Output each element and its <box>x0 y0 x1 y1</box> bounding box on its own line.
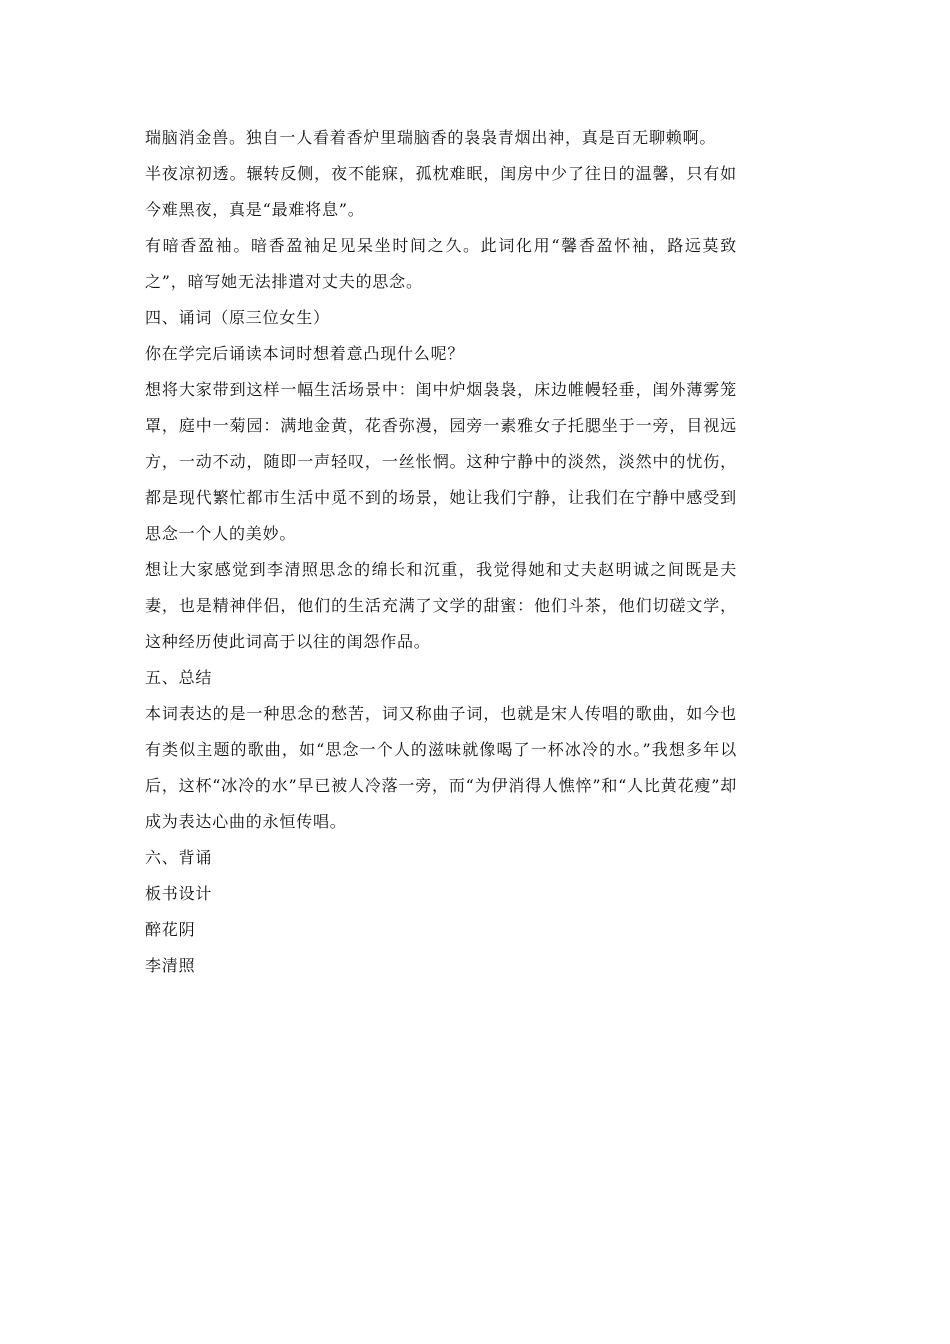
section-heading: 五、总结 <box>145 668 213 687</box>
poem-title: 醉花阴 <box>145 920 196 939</box>
document-body <box>145 120 737 984</box>
paragraph: 有暗香盈袖。暗香盈袖足见呆坐时间之久。此词化用“馨香盈怀袖，路远莫致之”，暗写她无法排遣对丈夫的思念。 <box>145 236 737 291</box>
section-heading: 六、背诵 <box>145 848 213 867</box>
paragraph: 想让大家感觉到李清照思念的绵长和沉重，我觉得她和丈夫赵明诚之间既是夫妻，也是精神伴侣，他们的生活充满了文学的甜蜜：他们斗茶，他们切磋文学，这种经历使此词高于以往的闺怨作品。 <box>145 560 737 651</box>
board-design-label: 板书设计 <box>145 884 213 903</box>
paragraph: 半夜凉初透。辗转反侧，夜不能寐，孤枕难眠，闺房中少了往日的温馨，只有如今难黑夜，真是“最难将息”。 <box>145 164 737 219</box>
paragraph: 你在学完后诵读本词时想着意凸现什么呢？ <box>145 344 465 363</box>
paragraph: 想将大家带到这样一幅生活场景中：闺中炉烟袅袅，床边帷幔轻垂，闺外薄雾笼罩，庭中一菊园：满地金黄，花香弥漫，园旁一素雅女子托腮坐于一旁，目视远方，一动不动，随即一声轻叹，一丝怅惘。这种宁静中的淡然，淡然中的忧伤，都是现代繁忙都市生活中觅不到的场景，她让我们宁静，让我们在宁静中感受到思念一个人的美妙。 <box>145 380 737 543</box>
section-heading: 四、诵词（原三位女生） <box>145 308 330 327</box>
paragraph: 瑞脑消金兽。独自一人看着香炉里瑞脑香的袅袅青烟出神，真是百无聊赖啊。 <box>145 128 717 147</box>
paragraph: 本词表达的是一种思念的愁苦，词又称曲子词，也就是宋人传唱的歌曲，如今也有类似主题的歌曲，如“思念一个人的滋味就像喝了一杯冰冷的水。”我想多年以后，这杯“冰冷的水”早已被人冷落一旁，而“为伊消得人憔悴”和“人比黄花瘦”却成为表达心曲的永恒传唱。 <box>145 704 737 831</box>
poem-author: 李清照 <box>145 956 196 975</box>
